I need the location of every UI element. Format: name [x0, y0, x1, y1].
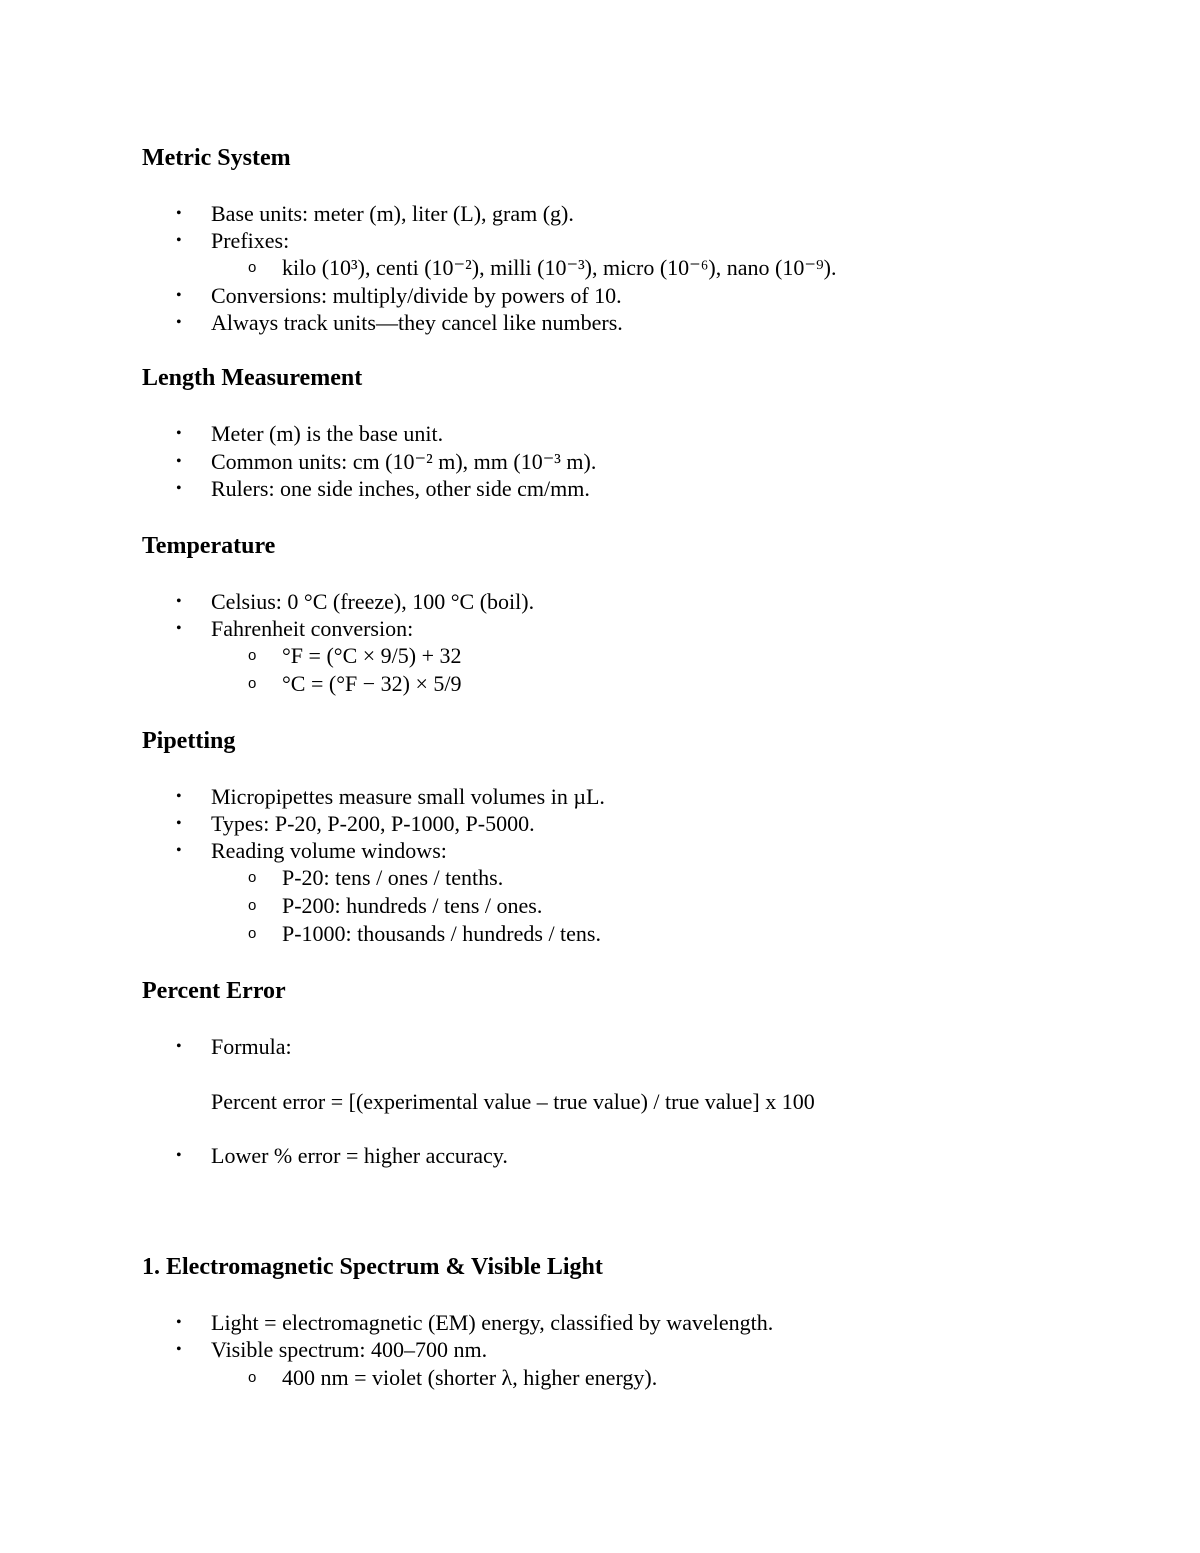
list-item: Micropipettes measure small volumes in µL.: [211, 784, 605, 809]
list-item: Formula:: [211, 1034, 292, 1059]
heading-metric-system: Metric System: [142, 145, 291, 171]
bullet-marker: •: [176, 480, 182, 497]
bullet-marker: •: [176, 620, 182, 637]
sub-list-item: 400 nm = violet (shorter λ, higher energy).: [282, 1365, 658, 1390]
list-item: Reading volume windows:: [211, 838, 447, 863]
heading-pipetting: Pipetting: [142, 728, 236, 754]
bullet-marker: •: [176, 842, 182, 859]
list-item: Lower % error = higher accuracy.: [211, 1143, 508, 1168]
sub-bullet-marker: o: [248, 647, 257, 664]
sub-bullet-marker: o: [248, 675, 257, 692]
list-item: Visible spectrum: 400–700 nm.: [211, 1337, 488, 1362]
bullet-marker: •: [176, 1341, 182, 1358]
sub-bullet-marker: o: [248, 869, 257, 886]
bullet-marker: •: [176, 1314, 182, 1331]
bullet-marker: •: [176, 788, 182, 805]
list-item: Conversions: multiply/divide by powers of 10.: [211, 283, 622, 308]
list-item: Rulers: one side inches, other side cm/mm.: [211, 476, 590, 501]
heading-percent-error: Percent Error: [142, 978, 286, 1004]
bullet-marker: •: [176, 453, 182, 470]
bullet-marker: •: [176, 232, 182, 249]
list-item: Light = electromagnetic (EM) energy, classified by wavelength.: [211, 1310, 774, 1335]
list-item: Prefixes:: [211, 228, 290, 253]
bullet-marker: •: [176, 314, 182, 331]
list-item: Base units: meter (m), liter (L), gram (g).: [211, 201, 574, 226]
heading-length-measurement: Length Measurement: [142, 365, 363, 391]
list-item: Always track units—they cancel like numbers.: [211, 310, 623, 335]
bullet-marker: •: [176, 593, 182, 610]
sub-bullet-marker: o: [248, 1369, 257, 1386]
sub-list-item: °C = (°F − 32) × 5/9: [282, 671, 462, 696]
sub-bullet-marker: o: [248, 897, 257, 914]
list-item: Common units: cm (10⁻² m), mm (10⁻³ m).: [211, 449, 597, 474]
bullet-marker: •: [176, 425, 182, 442]
bullet-marker: •: [176, 815, 182, 832]
list-item: Celsius: 0 °C (freeze), 100 °C (boil).: [211, 589, 535, 614]
formula-text: Percent error = [(experimental value – true value) / true value] x 100: [211, 1089, 815, 1114]
bullet-marker: •: [176, 1038, 182, 1055]
sub-bullet-marker: o: [248, 259, 257, 276]
bullet-marker: •: [176, 287, 182, 304]
sub-list-item: °F = (°C × 9/5) + 32: [282, 643, 462, 668]
sub-list-item: P-200: hundreds / tens / ones.: [282, 893, 543, 918]
sub-list-item: P-1000: thousands / hundreds / tens.: [282, 921, 601, 946]
bullet-marker: •: [176, 205, 182, 222]
list-item: Meter (m) is the base unit.: [211, 421, 444, 446]
list-item: Types: P-20, P-200, P-1000, P-5000.: [211, 811, 535, 836]
heading-em-spectrum: 1. Electromagnetic Spectrum & Visible Light: [142, 1254, 603, 1280]
list-item: Fahrenheit conversion:: [211, 616, 414, 641]
sub-bullet-marker: o: [248, 925, 257, 942]
sub-list-item: P-20: tens / ones / tenths.: [282, 865, 504, 890]
heading-temperature: Temperature: [142, 533, 276, 559]
bullet-marker: •: [176, 1147, 182, 1164]
sub-list-item: kilo (10³), centi (10⁻²), milli (10⁻³), micro (10⁻⁶), nano (10⁻⁹).: [282, 255, 837, 280]
